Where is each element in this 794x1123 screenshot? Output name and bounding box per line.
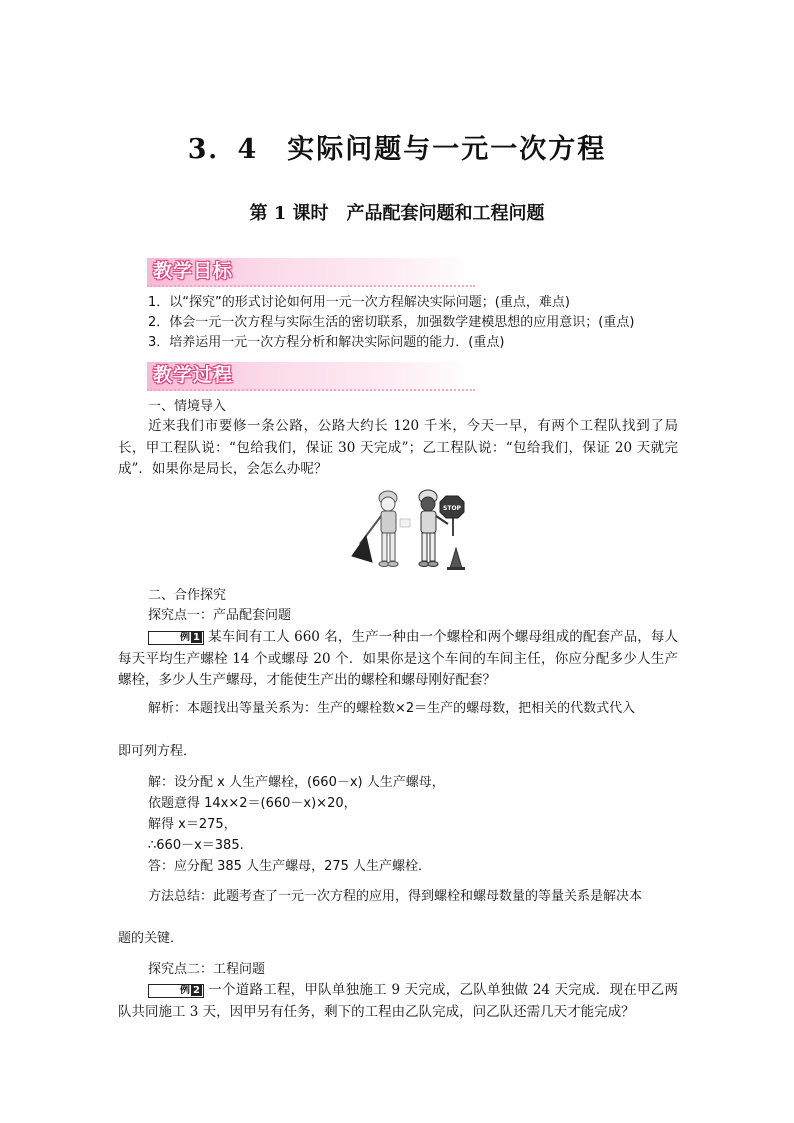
objective-item: 2．体会一元一次方程与实际生活的密切联系，加强数学建模思想的应用意识；(重点) bbox=[148, 315, 635, 330]
example-1-badge: 例 1 bbox=[148, 631, 204, 645]
example-2-text: 一个道路工程，甲队单独施工 9 天完成，乙队单独做 24 天完成．现在甲乙两队共同施工 3 天，因甲另有任务，剩下的工程由乙队完成，问乙队还需几天才能完成？ bbox=[118, 982, 678, 1020]
stop-sign-icon bbox=[440, 496, 464, 536]
objective-item: 1．以“探究”的形式讨论如何用一元一次方程解决实际问题；(重点，难点) bbox=[148, 295, 570, 310]
objective-item: 3．培养运用一元一次方程分析和解决实际问题的能力．(重点) bbox=[148, 335, 505, 350]
process-banner bbox=[147, 362, 475, 391]
summary-line: 题的关键． bbox=[118, 931, 184, 946]
section-heading: 一、情境导入 bbox=[148, 399, 227, 414]
page-title: 3．4 实际问题与一元一次方程 bbox=[187, 134, 607, 165]
objectives-banner-label: 教学目标 bbox=[153, 260, 234, 282]
inquiry-point-2: 探究点二：工程问题 bbox=[148, 962, 266, 977]
workers-illustration bbox=[348, 484, 474, 574]
example-1-text: 某车间有工人 660 名，生产一种由一个螺栓和两个螺母组成的配套产品，每人每天平均生产螺栓 14 个或螺母 20 个．如果你是这个车间的车间主任，你应分配多少人生产螺栓，多少人生产螺母，才能使生产出的螺栓和螺母刚好配套？ bbox=[118, 629, 678, 688]
solution-line: 答：应分配 385 人生产螺母，275 人生产螺栓． bbox=[148, 859, 432, 874]
example-2-badge: 例 2 bbox=[148, 984, 204, 998]
analysis-line: 即可列方程． bbox=[118, 744, 197, 759]
solution-line: 解：设分配 x 人生产螺栓，(660－x) 人生产螺母， bbox=[148, 775, 445, 790]
process-banner-label: 教学过程 bbox=[153, 364, 234, 386]
section-heading: 二、合作探究 bbox=[148, 588, 227, 603]
lesson-subtitle: 第 1 课时 产品配套问题和工程问题 bbox=[249, 203, 545, 224]
solution-line: 解得 x＝275， bbox=[148, 817, 237, 832]
solution-line: ∴660－x＝385. bbox=[148, 838, 244, 853]
solution-line: 依题意得 14x×2＝(660－x)×20， bbox=[148, 796, 357, 811]
intro-paragraph: 近来我们市要修一条公路，公路大约长 120 千米，今天一早，有两个工程队找到了局长，甲工程队说：“包给我们，保证 30 天完成”；乙工程队说：“包给我们，保证 20 天就完成”．如果你是局长，会怎么办呢？ bbox=[118, 418, 678, 477]
cone-right-icon bbox=[450, 548, 462, 568]
inquiry-point-1: 探究点一：产品配套问题 bbox=[148, 608, 292, 623]
example-1 bbox=[118, 627, 678, 692]
objectives-banner bbox=[147, 258, 475, 287]
example-2 bbox=[118, 980, 678, 1023]
analysis-line: 解析：本题找出等量关系为：生产的螺栓数×2＝生产的螺母数，把相关的代数式代入 bbox=[148, 701, 636, 716]
summary-line: 方法总结：此题考查了一元一次方程的应用，得到螺栓和螺母数量的等量关系是解决本 bbox=[148, 889, 643, 904]
stop-sign-text: STOP bbox=[443, 505, 461, 512]
